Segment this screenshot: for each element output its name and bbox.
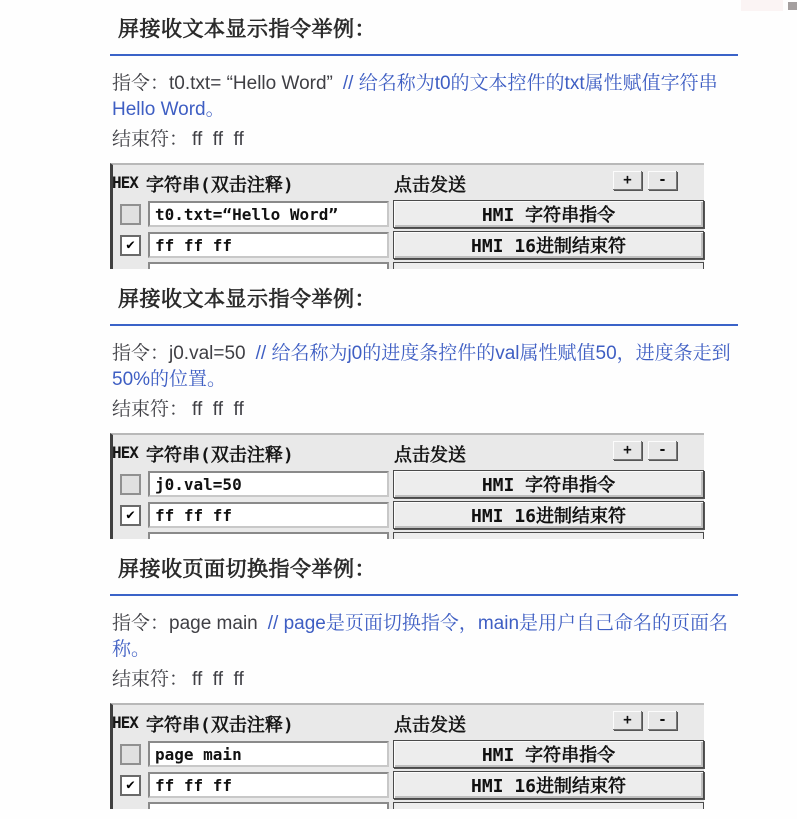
section-text-display-1 [110, 18, 750, 269]
serial-tool-panel [110, 433, 704, 539]
send-column-label: 点击发送 [394, 445, 466, 466]
command-code: t0.txt= “Hello Word” [169, 73, 333, 94]
hex-checkbox[interactable]: ✔ [120, 775, 141, 796]
send-terminator-button[interactable]: HMI 16进制结束符 [393, 771, 704, 799]
serial-tool-panel [110, 163, 704, 269]
serial-tool-panel [110, 703, 704, 809]
command-label: 指令： [112, 73, 170, 94]
add-row-button[interactable]: + [613, 441, 642, 460]
command-line [112, 71, 744, 123]
section-page-switch [110, 558, 750, 809]
send-command-button[interactable]: HMI 字符串指令 [393, 740, 704, 768]
terminator-label: 结束符： [112, 129, 189, 150]
terminator-row [113, 771, 704, 799]
add-row-button[interactable]: + [613, 171, 642, 190]
command-label: 指令： [112, 613, 170, 634]
section-divider [110, 324, 738, 326]
command-line [112, 611, 744, 663]
terminator-value: ff ff ff [192, 129, 244, 150]
hex-checkbox[interactable] [120, 744, 141, 765]
remove-row-button[interactable]: - [648, 441, 677, 460]
remove-row-button[interactable]: - [648, 171, 677, 190]
hex-checkbox[interactable]: ✔ [120, 505, 141, 526]
terminator-row [113, 231, 704, 259]
terminator-label: 结束符： [112, 669, 189, 690]
terminator-hex-input[interactable] [148, 772, 389, 798]
command-string-input[interactable] [148, 201, 389, 227]
clipped-next-row [113, 262, 704, 269]
hex-column-label: HEX [112, 443, 138, 462]
command-line [112, 341, 744, 393]
add-row-button[interactable]: + [613, 711, 642, 730]
command-row [113, 470, 704, 498]
terminator-hex-input[interactable] [148, 502, 389, 528]
remove-row-button[interactable]: - [648, 711, 677, 730]
send-terminator-button[interactable]: HMI 16进制结束符 [393, 501, 704, 529]
command-row [113, 200, 704, 228]
terminator-line [112, 399, 750, 421]
string-column-label: 字符串(双击注释) [146, 175, 294, 196]
send-column-label: 点击发送 [394, 715, 466, 736]
clipped-next-row [113, 532, 704, 539]
command-string-input[interactable] [148, 741, 389, 767]
terminator-value: ff ff ff [192, 669, 244, 690]
command-code: page main [169, 613, 258, 634]
crop-artifact [741, 0, 783, 11]
panel-header [113, 709, 704, 735]
panel-header [113, 439, 704, 465]
command-label: 指令： [112, 343, 170, 364]
terminator-value: ff ff ff [192, 399, 244, 420]
terminator-row [113, 501, 704, 529]
send-command-button[interactable]: HMI 字符串指令 [393, 200, 704, 228]
hex-checkbox[interactable] [120, 474, 141, 495]
section-heading: 屏接收页面切换指令举例： [118, 558, 376, 581]
section-heading: 屏接收文本显示指令举例： [118, 18, 376, 41]
terminator-label: 结束符： [112, 399, 189, 420]
send-column-label: 点击发送 [394, 175, 466, 196]
hex-column-label: HEX [112, 173, 138, 192]
section-divider [110, 594, 738, 596]
command-comment: // 给名称为t0的文本控件的txt属性赋值字符串Hello Word。 [112, 73, 718, 120]
row-add-remove-group [613, 171, 677, 190]
hex-checkbox[interactable]: ✔ [120, 235, 141, 256]
command-string-input[interactable] [148, 471, 389, 497]
terminator-hex-input[interactable] [148, 232, 389, 258]
command-code: j0.val=50 [169, 343, 246, 364]
send-command-button[interactable]: HMI 字符串指令 [393, 470, 704, 498]
section-text-display-2 [110, 288, 750, 539]
hex-column-label: HEX [112, 713, 138, 732]
terminator-line [112, 669, 750, 691]
hex-checkbox[interactable] [120, 204, 141, 225]
string-column-label: 字符串(双击注释) [146, 715, 294, 736]
clipped-next-row [113, 802, 704, 809]
string-column-label: 字符串(双击注释) [146, 445, 294, 466]
send-terminator-button[interactable]: HMI 16进制结束符 [393, 231, 704, 259]
command-comment: // 给名称为j0的进度条控件的val属性赋值50，进度条走到50%的位置。 [112, 343, 731, 390]
command-row [113, 740, 704, 768]
terminator-line [112, 129, 750, 151]
crop-artifact [788, 2, 797, 10]
panel-header [113, 169, 704, 195]
row-add-remove-group [613, 441, 677, 460]
command-comment: // page是页面切换指令，main是用户自己命名的页面名称。 [112, 613, 729, 660]
section-heading: 屏接收文本显示指令举例： [118, 288, 376, 311]
section-divider [110, 54, 738, 56]
row-add-remove-group [613, 711, 677, 730]
